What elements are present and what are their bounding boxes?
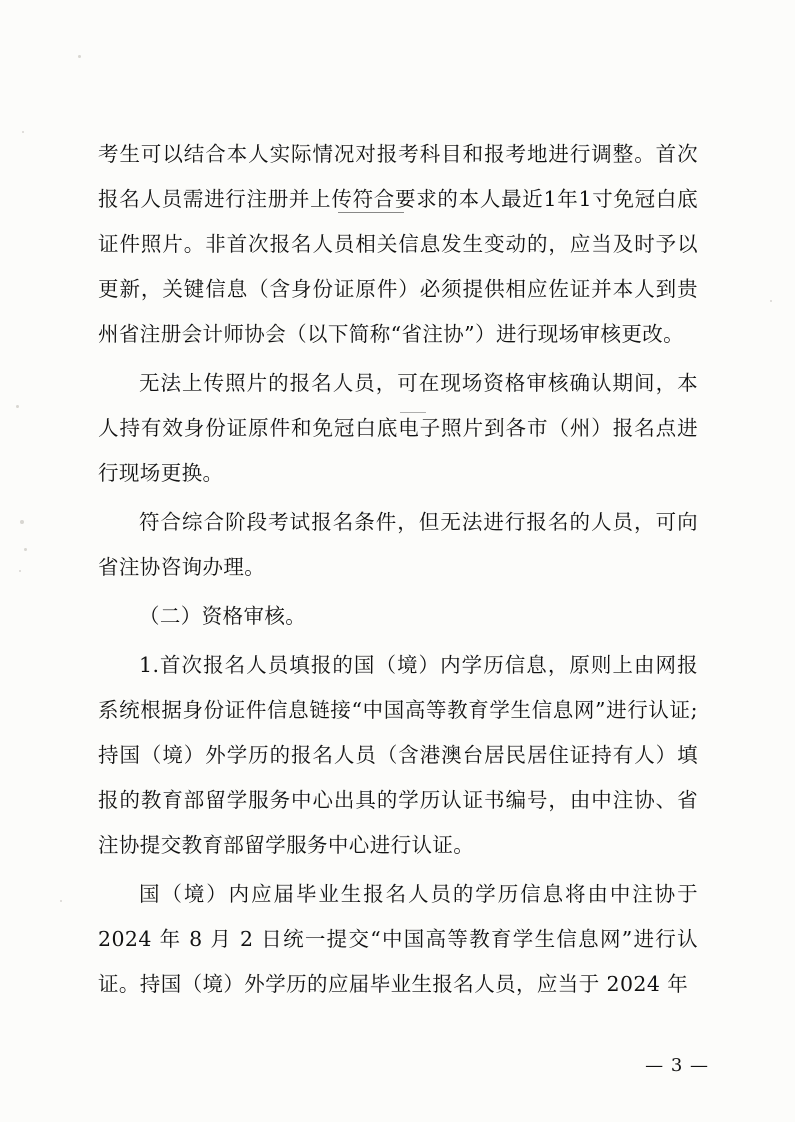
paragraph: 考生可以结合本人实际情况对报考科目和报考地进行调整。首次报名人员需进行注册并上传符合要求的本人最近1年1寸免冠白底证件照片。非首次报名人员相关信息发生变动的，应当及时予以更新，关键信息（含身份证原件）必须提供相应佐证并本人到贵州省注册会计师协会（以下简称“省注协”）进行现场审核更改。 [98, 142, 698, 346]
scan-speck [770, 300, 772, 302]
paragraph: 符合综合阶段考试报名条件，但无法进行报名的人员，可向省注协咨询办理。 [98, 510, 698, 579]
paragraph: 国（境）内应届毕业生报名人员的学历信息将由中注协于2024 年 8 月 2 日统一提交“中国高等教育学生信息网”进行认证。持国（境）外学历的应届毕业生报名人员，应当于 2024 年 [98, 882, 698, 996]
scan-speck [78, 55, 81, 58]
page-number: — 3 — [645, 1055, 709, 1076]
scan-speck [22, 131, 24, 133]
scan-speck [19, 570, 21, 572]
paragraph: 无法上传照片的报名人员，可在现场资格审核确认期间，本人持有效身份证原件和免冠白底电子照片到各市（州）报名点进行现场更换。 [98, 371, 698, 485]
document-body [98, 132, 698, 1011]
scan-speck [60, 900, 62, 902]
scan-speck [24, 548, 27, 551]
paragraph: 1.首次报名人员填报的国（境）内学历信息，原则上由网报系统根据身份证件信息链接“中国高等教育学生信息网”进行认证; 持国（境）外学历的报名人员（含港澳台居民居住证持有人）填报的教育部留学服务中心出具的学历认证书编号，由中注协、省注协提交教育部留学服务中心进行认证。 [98, 653, 698, 857]
scan-speck [20, 520, 24, 524]
scan-speck [16, 405, 19, 408]
section-heading: （二）资格审核。 [139, 604, 307, 628]
